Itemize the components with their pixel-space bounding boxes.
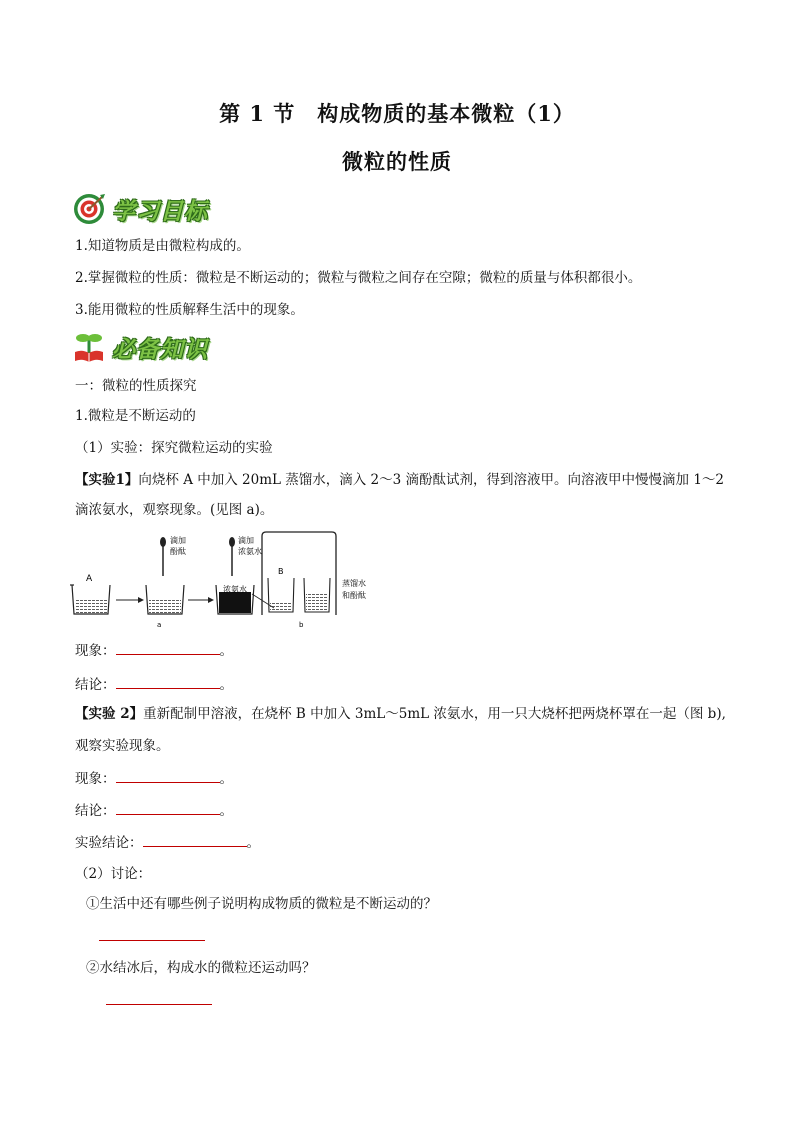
experiment-1-line bbox=[75, 470, 724, 490]
experiment-1-line-2: 滴浓氨水，观察现象。(见图 a)。 bbox=[75, 502, 274, 518]
drop-label: 滴加 bbox=[170, 536, 186, 545]
discussion-heading: （2）讨论： bbox=[75, 866, 152, 882]
experiment-2-text: 重新配制甲溶液，在烧杯 B 中加入 3mL～5mL 浓氨水，用一只大烧杯把两烧杯罩在一起（图 b), bbox=[143, 706, 726, 722]
experiment-1-tag: 【实验1】 bbox=[75, 472, 139, 488]
learning-goals-banner bbox=[72, 192, 208, 226]
page-subtitle: 微粒的性质 bbox=[342, 149, 452, 174]
experiment-figure bbox=[60, 530, 400, 630]
target-icon bbox=[72, 192, 106, 226]
answer-blank[interactable] bbox=[143, 832, 247, 847]
figure-a-caption: a bbox=[157, 621, 162, 629]
essential-knowledge-label: 必备知识 bbox=[112, 336, 208, 363]
goal-item: 2.掌握微粒的性质：微粒是不断运动的；微粒与微粒之间存在空隙；微粒的质量与体积都很小。 bbox=[75, 270, 642, 286]
experiment-2-line bbox=[75, 704, 726, 724]
essential-knowledge-banner bbox=[72, 330, 208, 364]
experiment-2-line-2: 观察实验现象。 bbox=[75, 738, 170, 754]
point-heading: 1.微粒是不断运动的 bbox=[75, 408, 196, 424]
section-heading: 一：微粒的性质探究 bbox=[75, 378, 197, 394]
drop-label: 浓氨水 bbox=[238, 547, 262, 556]
right-beaker-label: 和酚酞 bbox=[342, 591, 366, 600]
phenomenon-1: 现象： 。 bbox=[75, 640, 233, 661]
dropper-icon bbox=[160, 537, 166, 547]
beaker-b-label: B bbox=[278, 567, 284, 576]
answer-blank[interactable] bbox=[116, 768, 220, 783]
experiment-1-text: 向烧杯 A 中加入 20mL 蒸馏水，滴入 2～3 滴酚酞试剂，得到溶液甲。向溶液甲中慢慢滴加 1～2 bbox=[138, 472, 724, 488]
answer-blank[interactable] bbox=[116, 800, 220, 815]
conclusion-2: 结论： 。 bbox=[75, 800, 233, 821]
right-beaker-label: 蒸馏水 bbox=[342, 579, 366, 588]
dropper-icon bbox=[229, 537, 235, 547]
experiment-conclusion: 实验结论： 。 bbox=[75, 832, 260, 853]
goal-item: 1.知道物质是由微粒构成的。 bbox=[75, 238, 250, 254]
left-beaker-label: 浓氨水 bbox=[223, 585, 247, 594]
book-plant-icon bbox=[72, 330, 106, 364]
liquid bbox=[75, 600, 107, 613]
beaker-a-label: A bbox=[86, 574, 93, 584]
answer-blank[interactable] bbox=[99, 926, 205, 941]
answer-blank[interactable] bbox=[106, 990, 212, 1005]
question-1: ①生活中还有哪些例子说明构成物质的微粒是不断运动的？ bbox=[86, 896, 437, 912]
answer-blank[interactable] bbox=[116, 640, 220, 655]
page-title: 第 1 节 构成物质的基本微粒（1） bbox=[219, 101, 575, 126]
learning-goals-label: 学习目标 bbox=[112, 198, 208, 225]
goal-item: 3.能用微粒的性质解释生活中的现象。 bbox=[75, 302, 304, 318]
phenomenon-2: 现象： 。 bbox=[75, 768, 233, 789]
answer-blank[interactable] bbox=[116, 674, 220, 689]
sub-heading: （1）实验：探究微粒运动的实验 bbox=[75, 440, 273, 456]
figure-a bbox=[70, 535, 262, 629]
drop-label: 酚酞 bbox=[170, 547, 186, 556]
drop-label: 滴加 bbox=[238, 536, 254, 545]
question-2: ②水结冰后，构成水的微粒还运动吗？ bbox=[86, 960, 316, 976]
experiment-2-tag: 【实验 2】 bbox=[75, 706, 144, 722]
conclusion-1: 结论： 。 bbox=[75, 674, 233, 695]
figure-b-caption: b bbox=[299, 621, 304, 629]
